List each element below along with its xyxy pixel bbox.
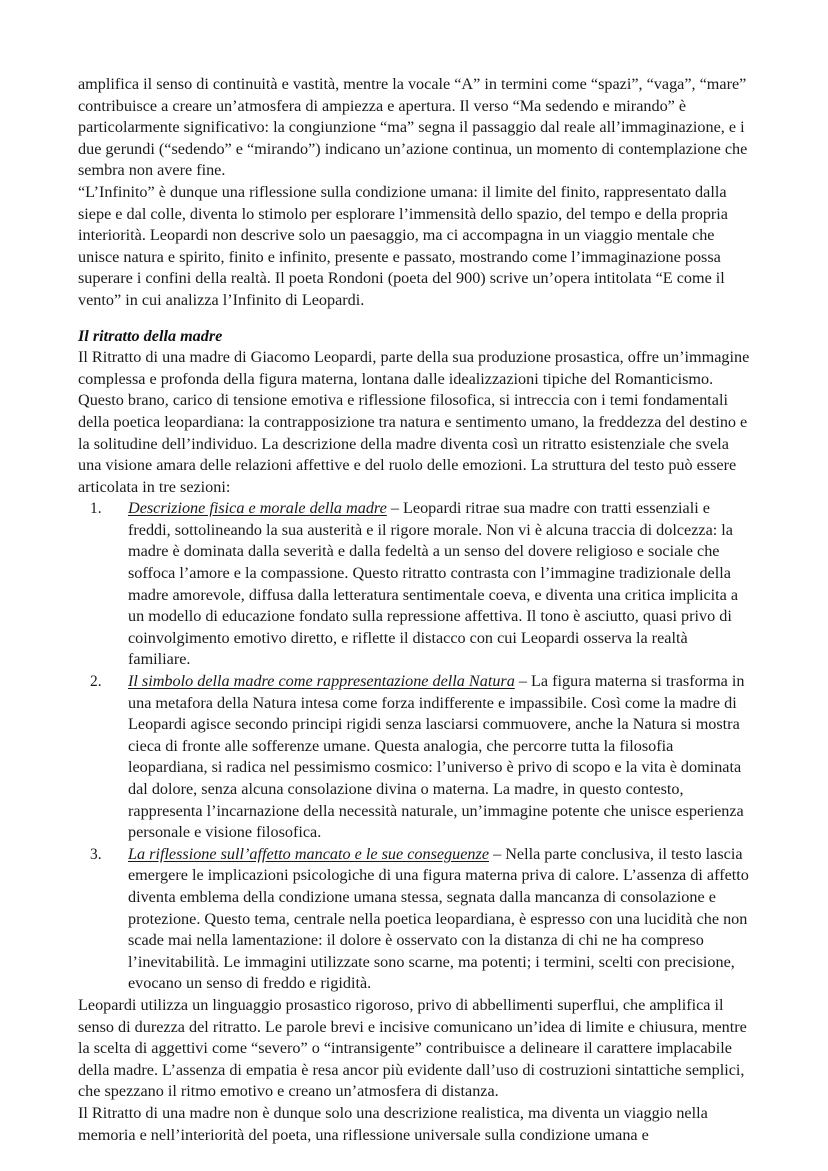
paragraph-continuation-infinito: amplifica il senso di continuità e vastità, mentre la vocale “A” in termini come “spazi”, “vaga”, “mare” contribuisce a creare un’atmosfera di ampiezza e apertura. Il verso “Ma sedendo e mirando” è particolarmente significativo: la congiunzione “ma” segna il passaggio dal reale all’immaginazione, e i due gerundi (“sedendo” e “mirando”) indicano un’azione continua, un momento di contemplazione che sembra non avere fine. — [78, 75, 752, 180]
paragraph-conclusione: Il Ritratto di una madre non è dunque solo una descrizione realistica, ma diventa un viaggio nella memoria e nell’interiorità del poeta, una riflessione universale sulla condizione umana e — [78, 1103, 712, 1144]
list-item-lead-in: La riflessione sull’affetto mancato e le sue conseguenze — [128, 844, 490, 863]
list-item-body: – Leopardi ritrae sua madre con tratti essenziali e freddi, sottolineando la sua austerità e il rigore morale. Non vi è alcuna traccia di dolcezza: la madre è dominata dalla severità e dalla fedeltà a un senso del dovere religioso e sociale che soffoca l’amore e la compassione. Questo ritratto contrasta con l’immagine tradizionale della madre amorevole, diffusa dalla letteratura sentimentale coeva, e diventa una critica implicita a un modello di educazione fondato sulla repressione affettiva. Il tono è asciutto, quasi privo di coinvolgimento emotivo diretto, e riflette il distacco con cui Leopardi osserva la realtà familiare. — [128, 499, 743, 669]
paragraph-linguaggio-prosastico: Leopardi utilizza un linguaggio prosastico rigoroso, privo di abbellimenti superflui, che amplifica il senso di durezza del ritratto. Le parole brevi e incisive comunicano un’idea di limite e chiusura, mentre la scelta di aggettivi come “severo” o “intransigente” contribuisce a delineare il carattere implacabile della madre. L’assenza di empatia è resa ancor più evidente dall’uso di costruzioni sintattiche semplici, che spezzano il ritmo emotivo e creano un’atmosfera di distanza. — [78, 995, 751, 1101]
list-item-lead-in: Descrizione fisica e morale della madre — [128, 499, 387, 518]
list-item-marker: 3. — [90, 845, 102, 863]
paragraph-infinito-riflessione: “L’Infinito” è dunque una riflessione sulla condizione umana: il limite del finito, rappresentato dalla siepe e dal colle, diventa lo stimolo per esplorare l’immensità dello spazio, del tempo e della propria interiorità. Leopardi non descrive solo un paesaggio, ma ci accompagna in un viaggio mentale che unisce natura e spirito, finito e infinito, presente e passato, mostrando come l’immaginazione possa superare i confini della realtà. Il poeta Rondoni (poeta del 900) scrive un’opera intitolata “E come il vento” in cui analizza l’Infinito di Leopardi. — [78, 182, 733, 309]
list-item-lead-in: Il simbolo della madre come rappresentazione della Natura — [128, 672, 515, 691]
list-item-marker: 2. — [90, 673, 102, 691]
heading-spacer — [78, 312, 752, 326]
list-item — [78, 844, 752, 995]
list-item — [78, 498, 752, 671]
section-heading-ritratto-madre: Il ritratto della madre — [78, 326, 223, 345]
list-item-body: – La figura materna si trasforma in una metafora della Natura intesa come forza indifferente e impassibile. Così come la madre di Leopardi agisce secondo principi rigidi senza lasciarsi commuovere, anche la Natura si mostra cieca di fronte alle sofferenze umane. Questa analogia, che percorre tutta la filosofia leopardiana, si radica nel pessimismo cosmico: l’universo è privo di scopo e la vita è dominata dal dolore, senza alcuna consolazione divina o materna. La madre, in questo contesto, rappresenta l’incarnazione della necessità naturale, un’immagine potente che unisce esperienza personale e visione filosofica. — [128, 672, 749, 842]
paragraph-ritratto-intro: Il Ritratto di una madre di Giacomo Leopardi, parte della sua produzione prosastica, offre un’immagine complessa e profonda della figura materna, lontana dalle idealizzazioni tipiche del Romanticismo. Questo brano, carico di tensione emotiva e riflessione filosofica, si intreccia con i temi fondamentali della poetica leopardiana: la contrapposizione tra natura e sentimento umano, la freddezza del destino e la solitudine dell’individuo. La descrizione della madre diventa così un ritratto esistenziale che svela una visione amara delle relazioni affettive e del ruolo delle emozioni. La struttura del testo può essere articolata in tre sezioni: — [78, 348, 754, 496]
list-item — [78, 671, 752, 844]
document-body — [78, 74, 752, 1146]
list-item-body: – Nella parte conclusiva, il testo lascia emergere le implicazioni psicologiche di una figura materna priva di calore. L’assenza di affetto diventa emblema della condizione umana stessa, segnata dalla mancanza di consolazione e protezione. Questo tema, centrale nella poetica leopardiana, è espresso con una lucidità che non scade mai nella lamentazione: il dolore è osservato con la distanza di chi ne ha compreso l’inevitabilità. Le immagini utilizzate sono scarne, ma potenti; i termini, scelti con precisione, evocano un senso di freddo e rigidità. — [128, 844, 753, 993]
list-item-marker: 1. — [90, 500, 102, 518]
sections-list — [78, 498, 752, 995]
